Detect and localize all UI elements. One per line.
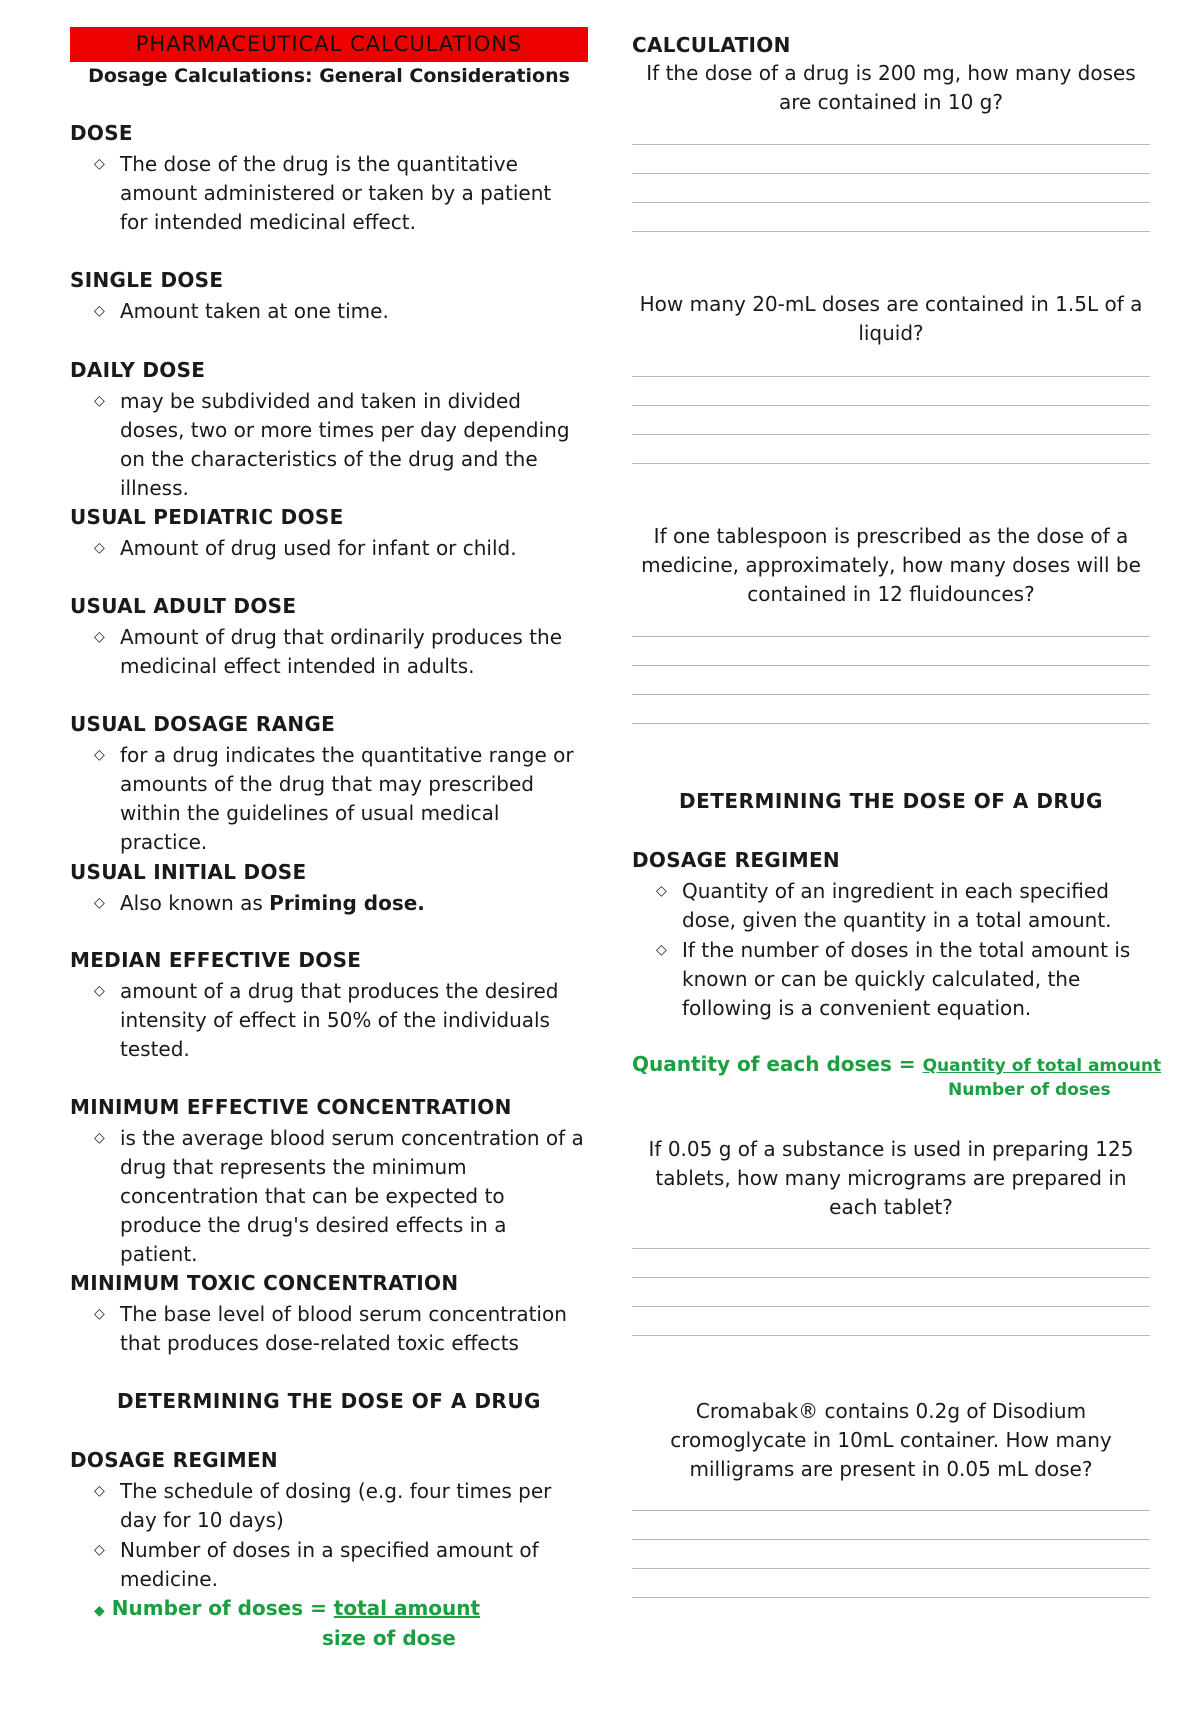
diamond-bullet-icon: ◇ <box>94 303 105 319</box>
heading-usual-initial-dose: USUAL INITIAL DOSE <box>70 860 307 884</box>
heading-determining-dose-right: DETERMINING THE DOSE OF A DRUG <box>679 789 1103 813</box>
diamond-bullet-icon: ◇ <box>94 156 105 172</box>
page-title: PHARMACEUTICAL CALCULATIONS <box>70 27 588 62</box>
answer-lines-2[interactable] <box>632 348 1150 464</box>
diamond-bullet-icon: ◇ <box>94 1306 105 1322</box>
diamond-bullet-icon: ◇ <box>94 895 105 911</box>
diamond-bullet-icon: ◇ <box>94 1130 105 1146</box>
heading-usual-dosage-range: USUAL DOSAGE RANGE <box>70 712 336 736</box>
formula-quantity-each-dose: Quantity of each doses = Quantity of total amount <box>632 1052 1162 1076</box>
diamond-bullet-icon: ◇ <box>94 540 105 556</box>
bullet-minimum-effective-concentration: ◇ is the average blood serum concentration of a drug that represents the minimum concentration that can be expected to produce the drug's desired effects in a patient. <box>94 1126 584 1266</box>
formula-numerator: Quantity of total amount <box>922 1056 1162 1076</box>
bullet-median-effective-dose: ◇ amount of a drug that produces the desired intensity of effect in 50% of the individuals tested. <box>94 979 559 1061</box>
diamond-bullet-icon: ◇ <box>656 942 667 958</box>
bullet-regimen-quantity: ◇ Quantity of an ingredient in each specified dose, given the quantity in a total amount. <box>656 879 1112 932</box>
heading-dosage-regimen-right: DOSAGE REGIMEN <box>632 848 840 872</box>
bullet-single-dose: ◇ Amount taken at one time. <box>94 297 584 326</box>
heading-minimum-effective-concentration: MINIMUM EFFECTIVE CONCENTRATION <box>70 1095 512 1119</box>
diamond-bullet-icon: ◇ <box>94 1542 105 1558</box>
diamond-bullet-icon: ◇ <box>656 883 667 899</box>
heading-usual-adult-dose: USUAL ADULT DOSE <box>70 594 297 618</box>
diamond-bullet-icon: ◇ <box>94 1483 105 1499</box>
heading-determining-dose-left: DETERMINING THE DOSE OF A DRUG <box>117 1389 541 1413</box>
priming-dose-term: Priming dose. <box>269 891 425 915</box>
formula-number-of-doses: ◆ Number of doses = total amount <box>94 1596 481 1620</box>
diamond-bullet-icon: ◇ <box>94 983 105 999</box>
heading-single-dose: SINGLE DOSE <box>70 268 224 292</box>
bullet-usual-initial-dose: ◇ Also known as Priming dose. <box>94 889 584 918</box>
formula-numerator: total amount <box>333 1596 481 1620</box>
answer-lines-1[interactable] <box>632 116 1150 232</box>
formula-denominator: size of dose <box>322 1626 456 1650</box>
answer-lines-5[interactable] <box>632 1482 1150 1598</box>
diamond-bullet-icon: ◇ <box>94 747 105 763</box>
page-subtitle: Dosage Calculations: General Considerations <box>88 65 570 87</box>
diamond-bullet-icon: ◇ <box>94 629 105 645</box>
question-1: If the dose of a drug is 200 mg, how many doses are contained in 10 g? <box>646 61 1136 114</box>
question-3: If one tablespoon is prescribed as the dose of a medicine, approximately, how many doses will be contained in 12 fluidounces? <box>641 524 1141 606</box>
question-2: How many 20-mL doses are contained in 1.5L of a liquid? <box>639 292 1143 345</box>
bullet-daily-dose: ◇ may be subdivided and taken in divided doses, two or more times per day depending on the characteristics of the drug and the illness. <box>94 389 570 500</box>
bullet-usual-dosage-range: ◇ for a drug indicates the quantitative range or amounts of the drug that may prescribed within the guidelines of usual medical practice. <box>94 743 574 854</box>
heading-dosage-regimen-left: DOSAGE REGIMEN <box>70 1448 278 1472</box>
answer-lines-4[interactable] <box>632 1220 1150 1336</box>
diamond-bullet-icon: ◇ <box>94 393 105 409</box>
heading-usual-pediatric-dose: USUAL PEDIATRIC DOSE <box>70 505 344 529</box>
bullet-minimum-toxic-concentration: ◇ The base level of blood serum concentration that produces dose-related toxic effects <box>94 1302 567 1355</box>
bullet-regimen-number: ◇ Number of doses in a specified amount of medicine. <box>94 1538 539 1591</box>
question-5: Cromabak® contains 0.2g of Disodium cromoglycate in 10mL container. How many milligrams are present in 0.05 mL dose? <box>670 1399 1112 1481</box>
bullet-dose: ◇ The dose of the drug is the quantitative amount administered or taken by a patient for intended medicinal effect. <box>94 152 552 234</box>
heading-dose: DOSE <box>70 121 133 145</box>
heading-median-effective-dose: MEDIAN EFFECTIVE DOSE <box>70 948 362 972</box>
heading-calculation: CALCULATION <box>632 33 791 57</box>
bullet-regimen-equation: ◇ If the number of doses in the total amount is known or can be quickly calculated, the following is a convenient equation. <box>656 938 1131 1020</box>
bullet-regimen-schedule: ◇ The schedule of dosing (e.g. four times per day for 10 days) <box>94 1479 552 1532</box>
heading-daily-dose: DAILY DOSE <box>70 358 206 382</box>
bullet-usual-adult-dose: ◇ Amount of drug that ordinarily produces the medicinal effect intended in adults. <box>94 625 563 678</box>
question-4: If 0.05 g of a substance is used in preparing 125 tablets, how many micrograms are prepared in each tablet? <box>648 1137 1134 1219</box>
formula-denominator: Number of doses <box>948 1080 1111 1100</box>
heading-minimum-toxic-concentration: MINIMUM TOXIC CONCENTRATION <box>70 1271 459 1295</box>
bullet-usual-pediatric-dose: ◇ Amount of drug used for infant or child. <box>94 534 584 563</box>
diamond-bullet-icon: ◆ <box>94 1603 105 1619</box>
answer-lines-3[interactable] <box>632 608 1150 724</box>
